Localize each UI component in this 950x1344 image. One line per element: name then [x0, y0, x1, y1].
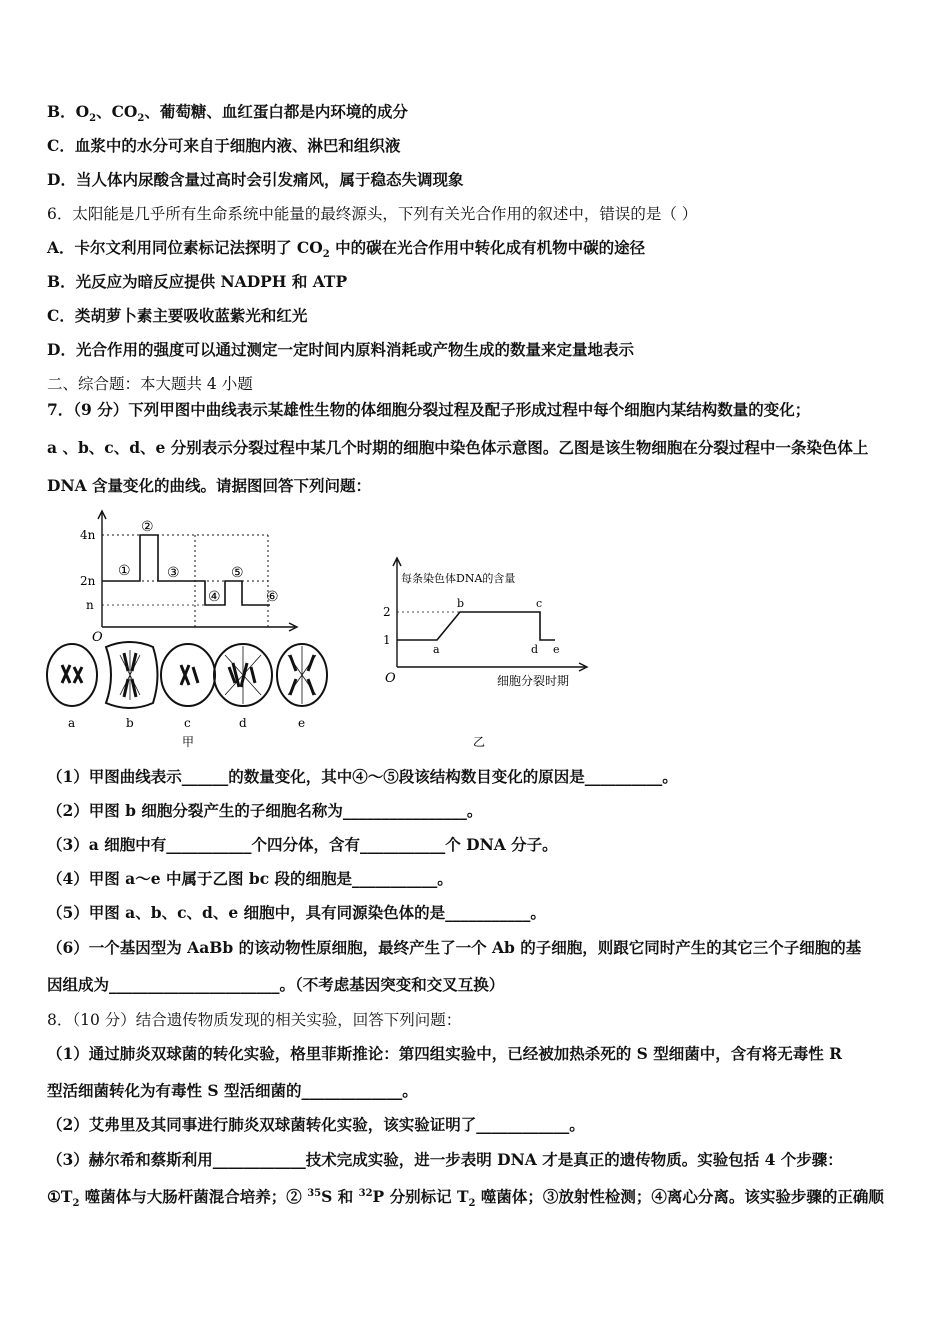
q5-option-b: B．$O_2$、$CO_2$、葡萄糖、血红蛋白都是内环境的成分	[47, 102, 408, 125]
curve-yi	[397, 612, 555, 640]
q8-sub1-line2: 型活细菌转化为有毒性 S 型活细菌的_____________。	[47, 1081, 418, 1100]
point-a: a	[433, 643, 440, 656]
cell-a	[47, 644, 97, 706]
ylabel-yi: 每条染色体DNA的含量	[401, 572, 516, 585]
caption-jia: 甲	[182, 735, 195, 749]
q8-stem: 8．（10 分）结合遗传物质发现的相关实验，回答下列问题：	[47, 1011, 462, 1029]
segment-5: ⑤	[231, 565, 244, 581]
cell-label-d: d	[239, 716, 247, 730]
q5-option-d: D．当人体内尿酸含量过高时会引发痛风，属于稳态失调现象	[47, 170, 464, 189]
point-b: b	[457, 597, 465, 610]
segment-4: ④	[208, 589, 221, 605]
segment-3: ③	[167, 565, 180, 581]
tick-1: 1	[383, 633, 391, 647]
q7-stem-line3: DNA 含量变化的曲线。请据图回答下列问题：	[47, 476, 372, 495]
tick-2n: 2n	[80, 574, 96, 588]
q7-sub2: （2）甲图 b 细胞分裂产生的子细胞名称为________________。	[47, 801, 483, 820]
q7-sub1: （1）甲图曲线表示______的数量变化，其中④～⑤段该结构数目变化的原因是__________。	[47, 767, 678, 786]
q7-stem-line2: a 、b、c、d、e 分别表示分裂过程中某几个时期的细胞中染色体示意图。乙图是该生物细胞在分裂过程中一条染色体上	[47, 438, 869, 457]
figure-yi	[375, 555, 595, 750]
cell-c	[161, 644, 215, 706]
q6-option-d: D．光合作用的强度可以通过测定一定时间内原料消耗或产物生成的数量来定量地表示	[47, 340, 634, 359]
tick-n: n	[86, 598, 94, 612]
segment-6: ⑥	[266, 589, 279, 605]
cell-label-b: b	[126, 716, 134, 730]
q5-option-c: C．血浆中的水分可来自于细胞内液、淋巴和组织液	[47, 136, 401, 155]
q6-option-c: C．类胡萝卜素主要吸收蓝紫光和红光	[47, 306, 308, 325]
segment-1: ①	[118, 563, 131, 579]
q6-option-b: B．光反应为暗反应提供 NADPH 和 ATP	[47, 272, 348, 291]
cell-label-e: e	[298, 716, 306, 730]
q6-option-a: A．卡尔文利用同位素标记法探明了 $CO_2$ 中的碳在光合作用中转化成有机物中碳的途径	[47, 238, 646, 261]
section-heading: 二、综合题：本大题共 4 小题	[47, 375, 253, 393]
origin-yi: O	[385, 671, 396, 686]
q7-sub5: （5）甲图 a、b、c、d、e 细胞中，具有同源染色体的是___________。	[47, 903, 546, 922]
origin-jia: O	[92, 630, 103, 645]
q7-stem-line1: 7．（9 分）下列甲图中曲线表示某雄性生物的体细胞分裂过程及配子形成过程中每个细胞内某结构数量的变化；	[47, 400, 811, 419]
figure-jia	[40, 505, 340, 750]
q7-sub4: （4）甲图 a～e 中属于乙图 bc 段的细胞是___________。	[47, 869, 453, 888]
q8-sub2: （2）艾弗里及其同事进行肺炎双球菌转化实验，该实验证明了____________。	[47, 1115, 585, 1134]
q7-sub3: （3）a 细胞中有___________个四分体，含有___________个 DNA 分子。	[47, 835, 558, 854]
q8-sub3-line2: $①T_2$ 噬菌体与大肠杆菌混合培养；② $^{35}$S 和 $^{32}$P 分别标记 $T_2$ 噬菌体；③放射性检测；④离心分离。该实验步骤的正确顺	[47, 1187, 884, 1210]
tick-2: 2	[383, 605, 391, 619]
cell-b	[106, 642, 158, 708]
q8-sub1-line1: （1）通过肺炎双球菌的转化实验，格里菲斯推论：第四组实验中，已经被加热杀死的 S 型细菌中，含有将无毒性 R	[47, 1044, 843, 1063]
q7-sub6-line2: 因组成为______________________。（不考虑基因突变和交叉互换）	[47, 975, 505, 994]
cell-label-c: c	[184, 716, 191, 730]
point-d: d	[531, 643, 539, 656]
point-c: c	[536, 597, 543, 610]
caption-yi: 乙	[473, 735, 486, 749]
tick-4n: 4n	[80, 528, 96, 542]
point-e: e	[553, 643, 560, 656]
cell-label-a: a	[68, 716, 76, 730]
q6-stem: 6．太阳能是几乎所有生命系统中能量的最终源头，下列有关光合作用的叙述中，错误的是（ ）	[47, 205, 698, 223]
q8-sub3-line1: （3）赫尔希和蔡斯利用____________技术完成实验，进一步表明 DNA 才是真正的遗传物质。实验包括 4 个步骤：	[47, 1150, 843, 1169]
xlabel-yi: 细胞分裂时期	[497, 674, 570, 688]
segment-2: ②	[141, 519, 154, 535]
q7-sub6-line1: （6）一个基因型为 AaBb 的该动物性原细胞，最终产生了一个 Ab 的子细胞，则跟它同时产生的其它三个子细胞的基	[47, 938, 862, 957]
